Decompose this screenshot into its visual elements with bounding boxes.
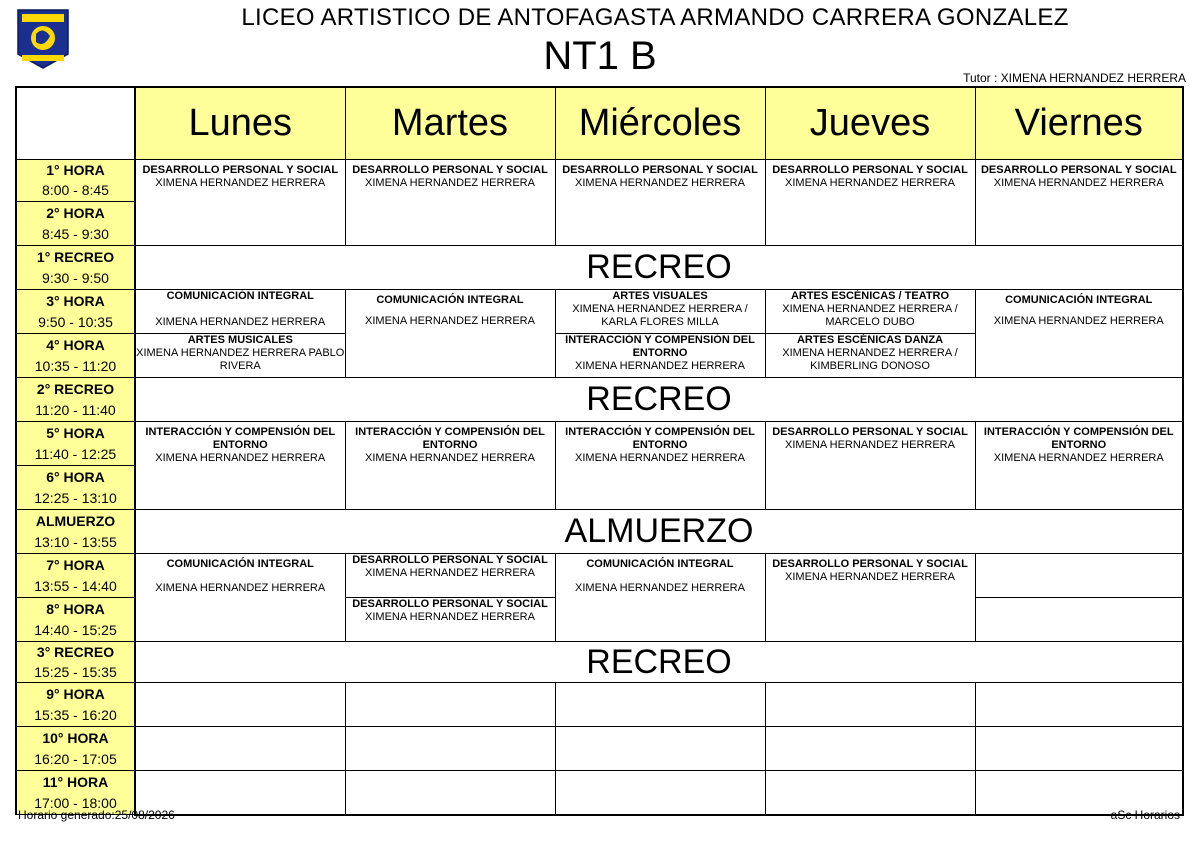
period-time: 8:00 - 8:45 (16, 180, 135, 202)
empty-cell[interactable] (135, 727, 345, 771)
teacher-name: XIMENA HERNANDEZ HERRERA / MARCELO DUBO (782, 303, 958, 328)
lesson-cell[interactable] (975, 290, 1183, 378)
subject-name: DESARROLLO PERSONAL Y SOCIAL (980, 163, 1177, 176)
period-time: 17:00 - 18:00 (16, 793, 135, 815)
day-header-viernes: Viernes (975, 87, 1183, 159)
subject-name: ARTES ESCÉNICAS / TEATRO (790, 290, 950, 302)
period-label: 2° HORA (16, 202, 135, 224)
subject-name: INTERACCIÓN Y COMPENSIÓN DEL ENTORNO (565, 426, 755, 451)
software-brand: aSc Horarios (1110, 808, 1180, 822)
empty-cell[interactable] (345, 727, 555, 771)
period-label: 7° HORA (16, 554, 135, 576)
subject-name: COMUNICACIÓN INTEGRAL (1005, 294, 1153, 306)
teacher-name: XIMENA HERNANDEZ HERRERA (785, 571, 955, 583)
subject-name: INTERACCIÓN Y COMPENSIÓN DEL ENTORNO (145, 426, 336, 451)
teacher-name: XIMENA HERNANDEZ HERRERA (365, 611, 535, 623)
generated-date: Horario generado:25/08/2026 (18, 808, 175, 822)
lesson-cell[interactable] (345, 159, 555, 246)
empty-cell[interactable] (765, 771, 975, 815)
teacher-name: XIMENA HERNANDEZ HERRERA (155, 316, 326, 328)
teacher-name: XIMENA HERNANDEZ HERRERA (575, 360, 745, 372)
period-time: 13:55 - 14:40 (16, 576, 135, 598)
lesson-cell[interactable] (765, 290, 975, 334)
subject-name: ARTES VISUALES (612, 290, 708, 302)
teacher-name: XIMENA HERNANDEZ HERRERA (785, 176, 955, 189)
teacher-name: XIMENA HERNANDEZ HERRERA (575, 176, 745, 189)
lesson-cell[interactable] (975, 422, 1183, 510)
period-label: 11° HORA (16, 771, 135, 793)
break-band: RECREO (135, 642, 1183, 683)
day-header-martes: Martes (345, 87, 555, 159)
lesson-cell[interactable] (555, 422, 765, 510)
subject-name: INTERACCIÓN Y COMPENSIÓN DEL ENTORNO (565, 334, 755, 359)
teacher-name: XIMENA HERNANDEZ HERRERA (993, 315, 1164, 327)
subject-name: DESARROLLO PERSONAL Y SOCIAL (772, 426, 968, 438)
empty-cell[interactable] (345, 771, 555, 815)
teacher-name: XIMENA HERNANDEZ HERRERA (365, 315, 535, 327)
subject-name: DESARROLLO PERSONAL Y SOCIAL (772, 558, 968, 570)
period-label: ALMUERZO (16, 510, 135, 532)
period-time: 8:45 - 9:30 (16, 224, 135, 246)
lesson-cell[interactable] (135, 334, 345, 378)
corner-cell (16, 87, 135, 159)
lesson-cell[interactable] (345, 290, 555, 378)
lesson-cell[interactable] (765, 334, 975, 378)
lesson-cell[interactable] (555, 159, 765, 246)
empty-cell[interactable] (765, 727, 975, 771)
subject-name: ARTES MUSICALES (187, 334, 293, 346)
period-time: 11:40 - 12:25 (16, 444, 135, 466)
teacher-name: XIMENA HERNANDEZ HERRERA (575, 582, 745, 594)
empty-cell[interactable] (975, 554, 1183, 598)
lesson-cell[interactable] (765, 422, 975, 510)
timetable (15, 86, 1184, 816)
period-label: 3° RECREO (16, 642, 135, 663)
class-name: NT1 B (543, 34, 657, 78)
period-label: 2° RECREO (16, 378, 135, 400)
lesson-cell[interactable] (345, 598, 555, 642)
tutor-label: Tutor : XIMENA HERNANDEZ HERRERA (963, 71, 1186, 85)
teacher-name: XIMENA HERNANDEZ HERRERA (155, 452, 326, 464)
subject-name: INTERACCIÓN Y COMPENSIÓN DEL ENTORNO (983, 426, 1174, 451)
period-time: 10:35 - 11:20 (16, 356, 135, 378)
teacher-name: XIMENA HERNANDEZ HERRERA (365, 567, 535, 579)
subject-name: DESARROLLO PERSONAL Y SOCIAL (142, 163, 339, 176)
lesson-cell[interactable] (135, 554, 345, 642)
period-label: 1° HORA (16, 159, 135, 180)
period-label: 10° HORA (16, 727, 135, 749)
empty-cell[interactable] (135, 683, 345, 727)
empty-cell[interactable] (975, 598, 1183, 642)
period-label: 4° HORA (16, 334, 135, 356)
lesson-cell[interactable] (135, 159, 345, 246)
empty-cell[interactable] (555, 727, 765, 771)
teacher-name: XIMENA HERNANDEZ HERRERA / KIMBERLING DONOSO (782, 347, 958, 372)
lunch-band: ALMUERZO (135, 510, 1183, 554)
day-header-jueves: Jueves (765, 87, 975, 159)
subject-name: DESARROLLO PERSONAL Y SOCIAL (772, 163, 968, 176)
period-label: 1° RECREO (16, 246, 135, 268)
empty-cell[interactable] (975, 727, 1183, 771)
subject-name: COMUNICACIÓN INTEGRAL (166, 290, 314, 302)
period-label: 9° HORA (16, 683, 135, 705)
period-time: 13:10 - 13:55 (16, 532, 135, 554)
teacher-name: XIMENA HERNANDEZ HERRERA (365, 452, 535, 464)
lesson-cell[interactable] (555, 334, 765, 378)
subject-name: DESARROLLO PERSONAL Y SOCIAL (562, 163, 758, 176)
period-label: 6° HORA (16, 466, 135, 488)
period-label: 8° HORA (16, 598, 135, 620)
period-time: 9:30 - 9:50 (16, 268, 135, 290)
lesson-cell[interactable] (975, 159, 1183, 246)
teacher-name: XIMENA HERNANDEZ HERRERA PABLO RIVERA (136, 347, 345, 372)
subject-name: COMUNICACIÓN INTEGRAL (586, 558, 734, 570)
lesson-cell[interactable] (345, 554, 555, 598)
subject-name: INTERACCIÓN Y COMPENSIÓN DEL ENTORNO (355, 426, 545, 451)
day-header-miercoles: Miércoles (555, 87, 765, 159)
empty-cell[interactable] (555, 771, 765, 815)
lesson-cell[interactable] (765, 554, 975, 642)
teacher-name: XIMENA HERNANDEZ HERRERA (785, 439, 955, 451)
teacher-name: XIMENA HERNANDEZ HERRERA (993, 176, 1164, 189)
period-time: 16:20 - 17:05 (16, 749, 135, 771)
day-header-lunes: Lunes (135, 87, 345, 159)
period-label: 5° HORA (16, 422, 135, 444)
empty-cell[interactable] (345, 683, 555, 727)
subject-name: COMUNICACIÓN INTEGRAL (166, 558, 314, 570)
lesson-cell[interactable] (765, 159, 975, 246)
teacher-name: XIMENA HERNANDEZ HERRERA (993, 452, 1164, 464)
period-time: 15:25 - 15:35 (16, 662, 135, 683)
lesson-cell[interactable] (135, 422, 345, 510)
empty-cell[interactable] (765, 683, 975, 727)
lesson-cell[interactable] (555, 554, 765, 642)
break-band: RECREO (135, 378, 1183, 422)
break-band: RECREO (135, 246, 1183, 290)
period-time: 9:50 - 10:35 (16, 312, 135, 334)
teacher-name: XIMENA HERNANDEZ HERRERA (365, 176, 535, 189)
teacher-name: XIMENA HERNANDEZ HERRERA (155, 176, 326, 189)
teacher-name: XIMENA HERNANDEZ HERRERA (575, 452, 745, 464)
empty-cell[interactable] (975, 683, 1183, 727)
subject-name: DESARROLLO PERSONAL Y SOCIAL (352, 554, 548, 566)
teacher-name: XIMENA HERNANDEZ HERRERA (155, 582, 326, 594)
period-label: 3° HORA (16, 290, 135, 312)
empty-cell[interactable] (555, 683, 765, 727)
period-time: 11:20 - 11:40 (16, 400, 135, 422)
subject-name: DESARROLLO PERSONAL Y SOCIAL (352, 598, 548, 610)
lesson-cell[interactable] (135, 290, 345, 334)
school-name: LICEO ARTISTICO DE ANTOFAGASTA ARMANDO CARRERA GONZALEZ (241, 4, 1069, 31)
subject-name: DESARROLLO PERSONAL Y SOCIAL (352, 163, 548, 176)
teacher-name: XIMENA HERNANDEZ HERRERA / KARLA FLORES MILLA (572, 303, 748, 328)
subject-name: ARTES ESCÉNICAS DANZA (796, 334, 944, 346)
period-time: 12:25 - 13:10 (16, 488, 135, 510)
lesson-cell[interactable] (555, 290, 765, 334)
subject-name: COMUNICACIÓN INTEGRAL (376, 294, 524, 306)
period-time: 14:40 - 15:25 (16, 620, 135, 642)
period-time: 15:35 - 16:20 (16, 705, 135, 727)
lesson-cell[interactable] (345, 422, 555, 510)
